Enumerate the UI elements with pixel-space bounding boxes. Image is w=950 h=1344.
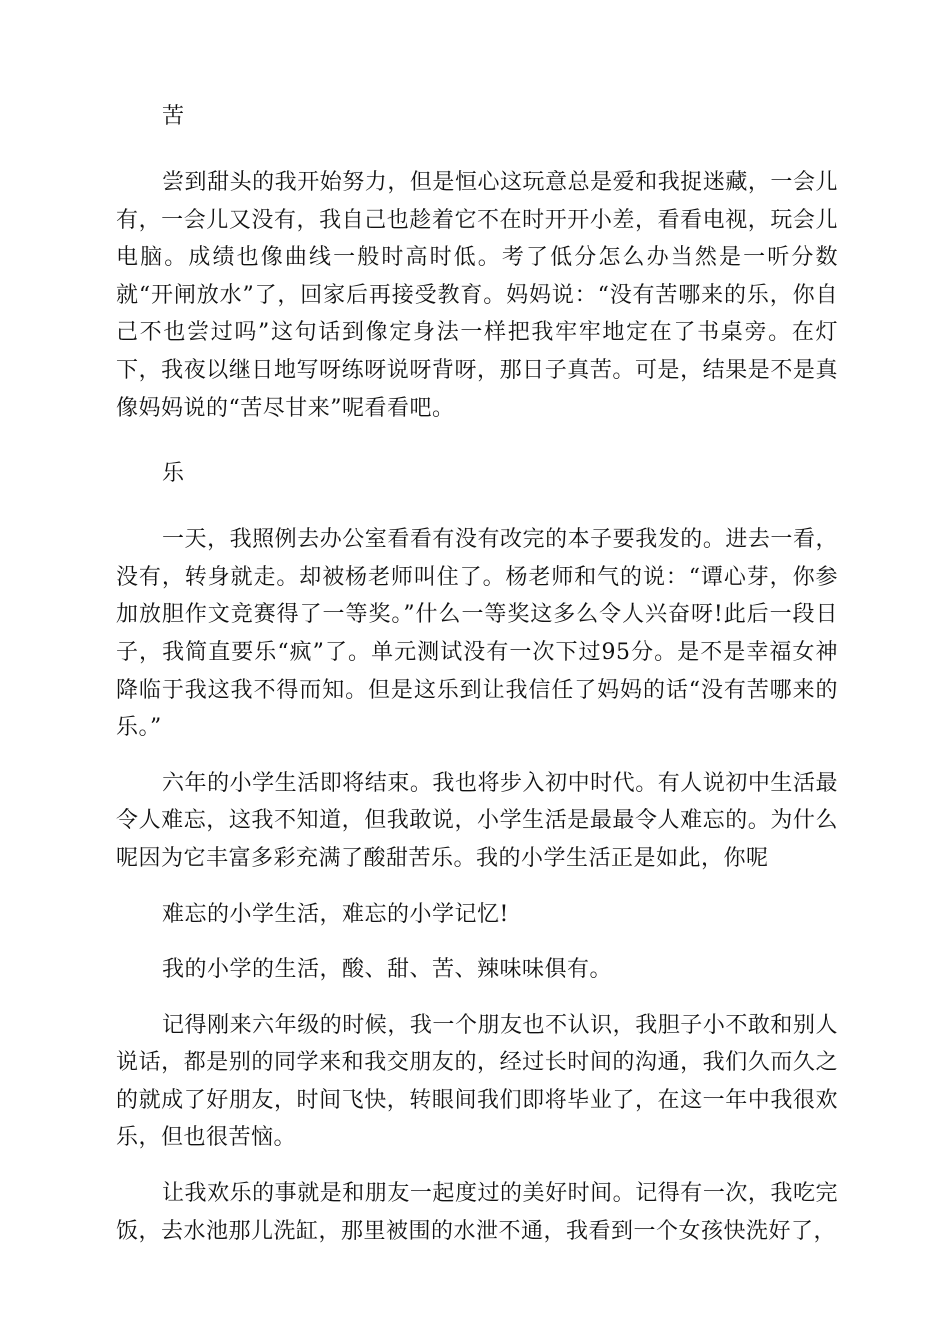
paragraph-le-1: 一天，我照例去办公室看看有没有改完的本子要我发的。进去一看，没有，转身就走。却被杨老师叫住了。杨老师和气的说：“谭心芽，你参加放胆作文竞赛得了一等奖。”什么一等奖这多么令人兴奋呀!此后一段日子，我简直要乐“疯”了。单元测试没有一次下过95分。是不是幸福女神降临于我这我不得而知。但是这乐到让我信任了妈妈的话“没有苦哪来的乐。” — [116, 527, 838, 741]
paragraph-le-3: 难忘的小学生活，难忘的小学记忆! — [162, 901, 509, 927]
section-heading-ku: 苦 — [162, 104, 185, 129]
paragraph-le-2: 六年的小学生活即将结束。我也将步入初中时代。有人说初中生活最令人难忘，这我不知道，但我敢说，小学生活是最最令人难忘的。为什么呢因为它丰富多彩充满了酸甜苦乐。我的小学生活正是如此，你呢 — [116, 770, 838, 871]
paragraph-le-6: 让我欢乐的事就是和朋友一起度过的美好时间。记得有一次，我吃完饭，去水池那儿洗缸，那里被围的水泄不通，我看到一个女孩快洗好了， — [116, 1181, 838, 1244]
paragraph-ku-1: 尝到甜头的我开始努力，但是恒心这玩意总是爱和我捉迷藏，一会儿有，一会儿又没有，我自己也趁着它不在时开开小差，看看电视，玩会儿电脑。成绩也像曲线一般时高时低。考了低分怎么办当然是一听分数就“开闸放水”了，回家后再接受教育。妈妈说：“没有苦哪来的乐，你自己不也尝过吗”这句话到像定身法一样把我牢牢地定在了书桌旁。在灯下，我夜以继日地写呀练呀说呀背呀，那日子真苦。可是，结果是不是真像妈妈说的“苦尽甘来”呢看看吧。 — [116, 170, 838, 421]
section-heading-le: 乐 — [162, 461, 185, 487]
paragraph-le-4: 我的小学的生活，酸、甜、苦、辣味味俱有。 — [162, 957, 613, 983]
paragraph-le-5: 记得刚来六年级的时候，我一个朋友也不认识，我胆子小不敢和别人说话，都是别的同学来和我交朋友的，经过长时间的沟通，我们久而久之的就成了好朋友，时间飞快，转眼间我们即将毕业了，在这一年中我很欢乐，但也很苦恼。 — [116, 1012, 838, 1151]
document-body — [116, 98, 838, 1250]
